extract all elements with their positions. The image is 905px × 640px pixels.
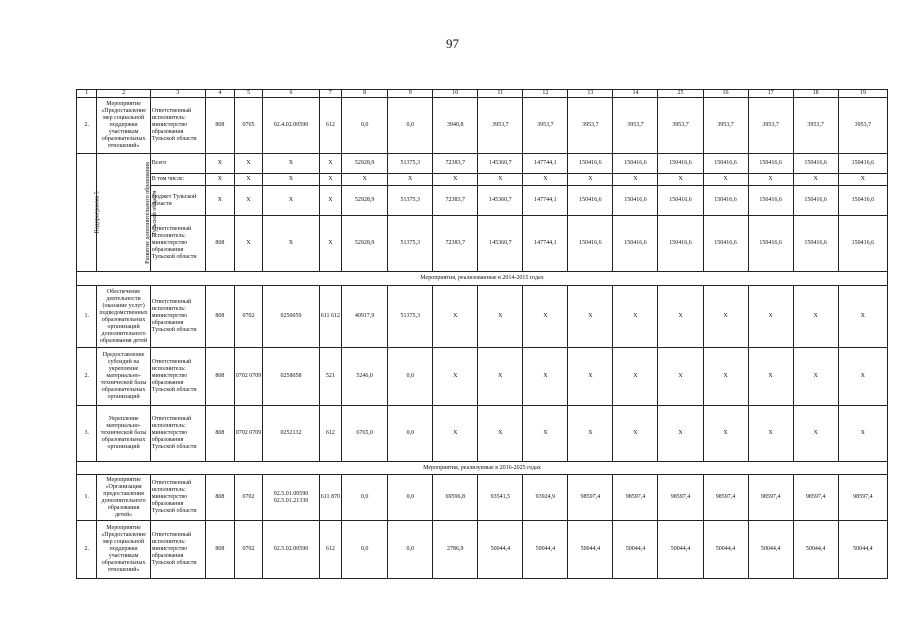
value-cell: 150416,6: [703, 154, 748, 174]
value-cell: 3953,7: [703, 98, 748, 154]
column-header: 13: [568, 90, 613, 98]
code-col6: X: [263, 216, 319, 272]
table-row: [77, 521, 888, 579]
value-cell: 3953,7: [793, 98, 838, 154]
code-col5: 0702: [234, 521, 263, 579]
code-col6: X: [263, 154, 319, 174]
value-cell: 98597,4: [613, 475, 658, 521]
value-cell: 3953,7: [838, 98, 887, 154]
value-cell: 150416,6: [793, 186, 838, 216]
value-cell: 145360,7: [478, 216, 523, 272]
column-header: 16: [703, 90, 748, 98]
value-cell: X: [433, 406, 478, 462]
value-cell: 3953,7: [523, 98, 568, 154]
column-header: 18: [793, 90, 838, 98]
activity-name: Предоставление субсидий на укрепление материально-технической базы образовательных организаций: [97, 348, 150, 406]
value-cell: X: [433, 348, 478, 406]
value-cell: 98597,4: [703, 475, 748, 521]
value-cell: X: [388, 174, 433, 186]
value-cell: X: [478, 174, 523, 186]
value-cell: 50044,4: [523, 521, 568, 579]
value-cell: X: [613, 286, 658, 348]
value-cell: X: [613, 348, 658, 406]
code-col4: 808: [205, 98, 234, 154]
value-cell: 150416,6: [703, 186, 748, 216]
value-cell: 5246,0: [342, 348, 388, 406]
value-cell: 0,0: [388, 521, 433, 579]
value-cell: X: [838, 406, 887, 462]
code-col7: X: [319, 174, 342, 186]
value-cell: 150416,6: [658, 154, 703, 174]
value-cell: 150416,6: [658, 216, 703, 272]
code-col6: X: [263, 174, 319, 186]
value-cell: X: [433, 286, 478, 348]
value-cell: 150416,6: [703, 216, 748, 272]
code-col6: 0258058: [263, 348, 319, 406]
responsible-executor: Ответственный исполнитель: министерство образования Тульской области: [150, 521, 205, 579]
value-cell: 69596,8: [433, 475, 478, 521]
value-cell: X: [838, 174, 887, 186]
value-cell: 50044,4: [838, 521, 887, 579]
value-cell: X: [748, 174, 793, 186]
value-cell: X: [658, 174, 703, 186]
column-header: 2: [97, 90, 150, 98]
row-number: 1.: [77, 286, 97, 348]
value-cell: 0,0: [342, 475, 388, 521]
value-cell: X: [568, 286, 613, 348]
value-cell: X: [613, 406, 658, 462]
table-row: [77, 475, 888, 521]
row-number: 2.: [77, 521, 97, 579]
value-cell: 150416,6: [838, 216, 887, 272]
column-header: 14: [613, 90, 658, 98]
value-cell: 50044,4: [748, 521, 793, 579]
row-number: 1.: [77, 475, 97, 521]
value-cell: X: [748, 406, 793, 462]
activity-name: Обеспечение деятельности (оказание услуг) подведомственных образовательных организаций дополнительного образования детей: [97, 286, 150, 348]
row-number: 2.: [77, 98, 97, 154]
value-cell: 150416,6: [613, 216, 658, 272]
code-col7: 521: [319, 348, 342, 406]
value-cell: 150416,6: [613, 154, 658, 174]
value-cell: 3953,7: [568, 98, 613, 154]
table-row: [77, 98, 888, 154]
code-col6: 02.4.02.00590: [263, 98, 319, 154]
value-cell: 145360,7: [478, 154, 523, 174]
code-col5: 0702 0709: [234, 406, 263, 462]
value-cell: 93924,9: [523, 475, 568, 521]
table-row: [77, 286, 888, 348]
column-header: 11: [478, 90, 523, 98]
value-cell: 51375,3: [388, 286, 433, 348]
value-cell: X: [838, 348, 887, 406]
code-col5: X: [234, 154, 263, 174]
code-col7: 612: [319, 521, 342, 579]
code-col7: 611 612: [319, 286, 342, 348]
section-title: Мероприятия, реализованные в 2014-2015 годах: [77, 272, 888, 286]
code-col5: 0702: [234, 475, 263, 521]
row-number: 2.: [77, 348, 97, 406]
code-col5: X: [234, 186, 263, 216]
subprogram-name-text: Развитие дополнительного образования Тульской области: [145, 161, 159, 264]
subprogram-row: [77, 216, 888, 272]
column-header: 17: [748, 90, 793, 98]
column-header: 25: [658, 90, 703, 98]
value-cell: X: [342, 174, 388, 186]
value-cell: 98597,4: [838, 475, 887, 521]
value-cell: 0,0: [388, 98, 433, 154]
value-cell: 50044,4: [613, 521, 658, 579]
value-cell: X: [838, 286, 887, 348]
code-col5: X: [234, 216, 263, 272]
subprogram-row: [77, 186, 888, 216]
value-cell: 150416,6: [748, 154, 793, 174]
value-cell: 98597,4: [568, 475, 613, 521]
value-cell: X: [478, 286, 523, 348]
code-col4: 808: [205, 475, 234, 521]
value-cell: 150416,6: [613, 186, 658, 216]
value-cell: 0,0: [342, 98, 388, 154]
value-cell: 50044,4: [658, 521, 703, 579]
value-cell: 52928,9: [342, 216, 388, 272]
subprogram-label-text: Подпрограмма 5: [94, 191, 101, 234]
code-col6: 0252132: [263, 406, 319, 462]
value-cell: 51375,3: [388, 154, 433, 174]
column-header: 5: [234, 90, 263, 98]
value-cell: 0,0: [342, 521, 388, 579]
code-col5: 0702: [234, 286, 263, 348]
code-col6: 0250059: [263, 286, 319, 348]
code-col7: 611 870: [319, 475, 342, 521]
value-cell: 50044,4: [568, 521, 613, 579]
value-cell: X: [658, 406, 703, 462]
code-col5: 0702 0709: [234, 348, 263, 406]
value-cell: 50044,4: [793, 521, 838, 579]
code-col4: X: [205, 174, 234, 186]
value-cell: 93541,5: [478, 475, 523, 521]
column-header: 9: [388, 90, 433, 98]
value-cell: 98597,4: [748, 475, 793, 521]
value-cell: 3940,8: [433, 98, 478, 154]
code-col7: X: [319, 186, 342, 216]
value-cell: X: [478, 406, 523, 462]
code-col4: 808: [205, 216, 234, 272]
code-col4: X: [205, 154, 234, 174]
value-cell: 150416,6: [568, 154, 613, 174]
responsible-executor: Ответственный исполнитель: министерство образования Тульской области: [150, 286, 205, 348]
column-header: 12: [523, 90, 568, 98]
value-cell: X: [703, 286, 748, 348]
column-header: 8: [342, 90, 388, 98]
value-cell: 150416,6: [748, 216, 793, 272]
activity-name: Мероприятие «Организация предоставления дополнительного образования детей»: [97, 475, 150, 521]
value-cell: X: [793, 406, 838, 462]
value-cell: X: [658, 286, 703, 348]
code-col6: X: [263, 186, 319, 216]
value-cell: 150416,6: [793, 154, 838, 174]
section-row: [77, 272, 888, 286]
value-cell: X: [703, 348, 748, 406]
column-header: 1: [77, 90, 97, 98]
value-cell: 3953,7: [478, 98, 523, 154]
budget-table: [76, 89, 888, 579]
value-cell: X: [613, 174, 658, 186]
code-col4: 808: [205, 348, 234, 406]
activity-name: Укрепление материально-технической базы образовательных организаций: [97, 406, 150, 462]
responsible-executor: Ответственный исполнитель: министерство образования Тульской области: [150, 475, 205, 521]
value-cell: 150416,6: [748, 186, 793, 216]
code-col7: 612: [319, 98, 342, 154]
value-cell: 3953,7: [613, 98, 658, 154]
value-cell: X: [523, 348, 568, 406]
value-cell: 52928,9: [342, 186, 388, 216]
value-cell: X: [793, 286, 838, 348]
value-cell: 72383,7: [433, 186, 478, 216]
responsible-executor: Ответственный исполнитель: министерство образования Тульской области: [150, 98, 205, 154]
value-cell: 0,0: [388, 475, 433, 521]
value-cell: X: [478, 348, 523, 406]
code-col5: 0705: [234, 98, 263, 154]
value-cell: 72383,7: [433, 154, 478, 174]
source-label: Всего: [150, 154, 205, 174]
column-header: 4: [205, 90, 234, 98]
column-header: 6: [263, 90, 319, 98]
value-cell: X: [703, 406, 748, 462]
value-cell: 150416,6: [658, 186, 703, 216]
column-header: 3: [150, 90, 205, 98]
value-cell: X: [793, 174, 838, 186]
value-cell: X: [793, 348, 838, 406]
value-cell: X: [748, 286, 793, 348]
section-row: [77, 462, 888, 475]
source-label: Ответственный исполнитель: министерство образования Тульской области: [150, 216, 205, 272]
value-cell: 147744,1: [523, 216, 568, 272]
code-col4: X: [205, 186, 234, 216]
value-cell: X: [523, 406, 568, 462]
value-cell: 72383,7: [433, 216, 478, 272]
value-cell: X: [433, 174, 478, 186]
value-cell: 40917,9: [342, 286, 388, 348]
source-label: В том числе:: [150, 174, 205, 186]
value-cell: 3953,7: [748, 98, 793, 154]
value-cell: X: [523, 174, 568, 186]
value-cell: 3953,7: [658, 98, 703, 154]
value-cell: 51375,3: [388, 186, 433, 216]
value-cell: X: [568, 174, 613, 186]
value-cell: X: [568, 406, 613, 462]
value-cell: 150416,6: [568, 186, 613, 216]
value-cell: X: [568, 348, 613, 406]
column-header: 19: [838, 90, 887, 98]
code-col7: X: [319, 154, 342, 174]
value-cell: 145360,7: [478, 186, 523, 216]
value-cell: X: [748, 348, 793, 406]
code-col7: 612: [319, 406, 342, 462]
section-title: Мероприятия, реализуемые в 2016-2025 годах: [77, 462, 888, 475]
code-col6: 02.5.02.00590: [263, 521, 319, 579]
value-cell: 98597,4: [658, 475, 703, 521]
code-col6: 02.5.01.00590 02.5.01.21330: [263, 475, 319, 521]
activity-name: Мероприятие «Предоставление мер социальной поддержки участникам образовательных отношений»: [97, 98, 150, 154]
responsible-executor: Ответственный исполнитель: министерство образования Тульской области: [150, 348, 205, 406]
code-col4: 808: [205, 521, 234, 579]
code-col4: 808: [205, 286, 234, 348]
code-col5: X: [234, 174, 263, 186]
value-cell: 51375,3: [388, 216, 433, 272]
value-cell: 150416,6: [568, 216, 613, 272]
value-cell: 150416,6: [793, 216, 838, 272]
subprogram-row: [77, 154, 888, 174]
table-row: [77, 348, 888, 406]
value-cell: X: [523, 286, 568, 348]
column-header: 10: [433, 90, 478, 98]
source-label: бюджет Тульской области: [150, 186, 205, 216]
subprogram-label: [77, 154, 101, 272]
value-cell: X: [703, 174, 748, 186]
column-header: 7: [319, 90, 342, 98]
value-cell: 147744,1: [523, 186, 568, 216]
row-number: 3.: [77, 406, 97, 462]
value-cell: 0,0: [388, 348, 433, 406]
value-cell: 6765,0: [342, 406, 388, 462]
responsible-executor: Ответственный исполнитель: министерство образования Тульской области: [150, 406, 205, 462]
code-col4: 808: [205, 406, 234, 462]
value-cell: 50044,4: [478, 521, 523, 579]
value-cell: 0,0: [388, 406, 433, 462]
value-cell: 98597,4: [793, 475, 838, 521]
value-cell: 147744,1: [523, 154, 568, 174]
table-row: [77, 406, 888, 462]
code-col7: X: [319, 216, 342, 272]
activity-name: Мероприятие «Предоставление мер социальной поддержки участникам образовательных отношений»: [97, 521, 150, 579]
value-cell: 150416,6: [838, 186, 887, 216]
value-cell: 52928,9: [342, 154, 388, 174]
value-cell: X: [658, 348, 703, 406]
subprogram-row: [77, 174, 888, 186]
value-cell: 2786,9: [433, 521, 478, 579]
page-number: 97: [446, 36, 459, 51]
header-row: [77, 90, 888, 98]
value-cell: 150416,6: [838, 154, 887, 174]
value-cell: 50044,4: [703, 521, 748, 579]
